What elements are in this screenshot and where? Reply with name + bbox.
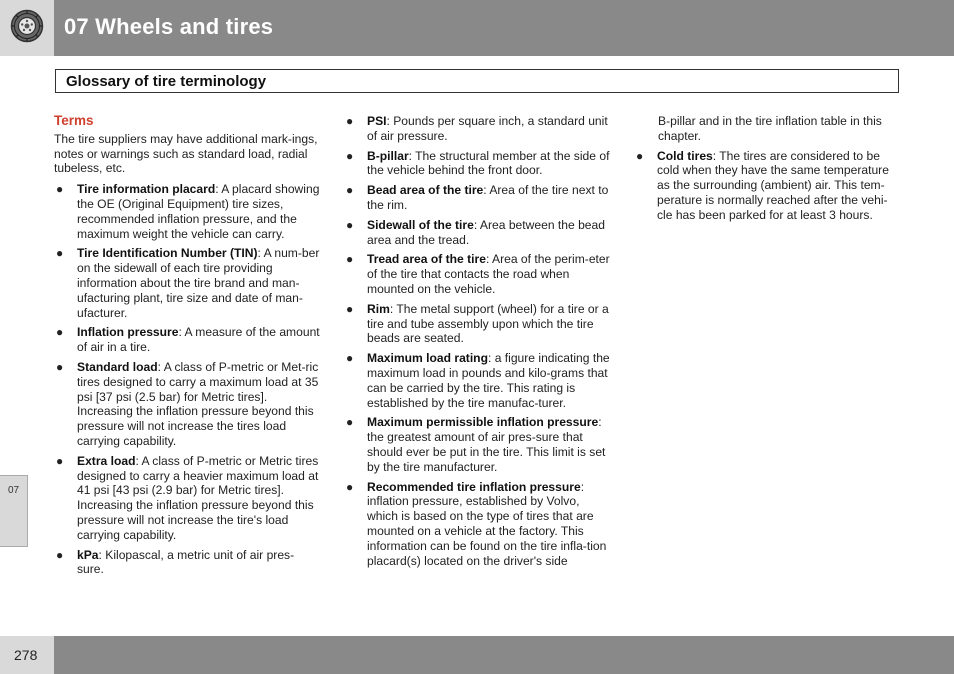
bullet-icon: ● [56,182,64,197]
list-item: ● Cold tires: The tires are considered to be cold when they have the same temperature as the surrounding (ambient) air. This tem-perature is normally reached after the vehi-cle has been parked for at least 3 hours. [636,148,889,222]
chapter-header [54,0,954,56]
bullet-icon: ● [56,453,64,468]
list-item: ● Standard load: A class of P-metric or Met-ric tires designed to carry a maximum load at 35 psi [37 psi (2.5 bar) for Metric tires]. Increasing the inflation pressure beyond this pressure will not increase the tires load carrying capability. [56,359,319,448]
terms-heading: Terms [54,113,94,128]
list-item: ● Bead area of the tire: Area of the tire next to the rim. [346,183,609,212]
list-item: ● Tread area of the tire: Area of the perim-eter of the tire that contacts the road when mounted on the vehicle. [346,252,610,296]
bullet-icon: ● [346,183,354,198]
list-item: ● Inflation pressure: A measure of the amount of air in a tire. [56,325,320,355]
list-item: ● B-pillar: The structural member at the side of the vehicle behind the front door. [346,148,610,178]
bullet-icon: ● [346,217,354,232]
list-item: ● Tire information placard: A placard showing the OE (Original Equipment) tire sizes, recommended inflation pressure, and the maximum weight the vehicle can carry. [56,182,320,241]
page-number: 278 [14,647,38,663]
column-2 [344,114,612,573]
list-item: ● Extra load: A class of P-metric or Metric tires designed to carry a heavier maximum load at 41 psi [43 psi (2.9 bar) for Metric tires]. Increasing the inflation pressure beyond this pressure will not increase the tire's load carrying capability. [56,453,319,542]
column-3 [634,114,902,228]
list-item: ● Maximum load rating: a figure indicating the maximum load in pounds and kilo-grams that can be carried by the tire. This rating is established by the tire manufac-turer. [346,351,610,410]
bullet-icon: ● [56,547,64,562]
bullet-icon: ● [56,359,64,374]
bullet-icon: ● [636,148,644,163]
footer-page-box [0,636,54,674]
bullet-icon: ● [56,325,64,340]
bullet-icon: ● [346,415,354,430]
chapter-title: 07 Wheels and tires [64,14,274,39]
tire-icon [10,9,44,48]
column-1 [54,114,320,582]
bullet-icon: ● [56,246,64,261]
list-item: ● Maximum permissible inflation pressure: the greatest amount of air pres-sure that should ever be put in the tire. This limit is set by the tire manufacturer. [346,415,606,474]
intro-paragraph: The tire suppliers may have additional mark-ings, notes or warnings such as standard load, radial tubeless, etc. [54,131,318,176]
list-item: ● PSI: Pounds per square inch, a standard unit of air pressure. [346,114,608,143]
list-item: ● Rim: The metal support (wheel) for a tire or a tire and tube assembly upon which the tire beads are seated. [346,301,609,346]
section-title: Glossary of tire terminology [66,73,267,90]
bullet-icon: ● [346,114,354,128]
list-item: ● Recommended tire inflation pressure: inflation pressure, established by Volvo, which is based on the type of tires that are mounted on a vehicle at the factory. This information can be found on the tire infla-tion placard(s) located on the driver's side [346,479,607,568]
bullet-icon: ● [346,479,354,494]
chapter-side-tab [0,475,28,547]
term-list-3 [634,149,902,223]
bullet-icon: ● [346,148,354,163]
term-list-1 [54,182,320,577]
side-tab-label: 07 [8,485,20,496]
section-title-box [55,69,899,93]
bullet-icon: ● [346,351,354,366]
continued-paragraph: B-pillar and in the tire inflation table in this chapter. [658,114,882,143]
term-list-2 [344,114,612,568]
bullet-icon: ● [346,301,354,316]
footer-bar [54,636,954,674]
list-item: ● Tire Identification Number (TIN): A num-ber on the sidewall of each tire providing information about the tire brand and man-ufacturing plant, tire size and date of man-ufacturer. [56,246,320,320]
bullet-icon: ● [346,252,354,267]
list-item: ● Sidewall of the tire: Area between the bead area and the tread. [346,217,605,247]
list-item: ● kPa: Kilopascal, a metric unit of air pres-sure. [56,547,295,577]
header-icon-box [0,0,54,56]
